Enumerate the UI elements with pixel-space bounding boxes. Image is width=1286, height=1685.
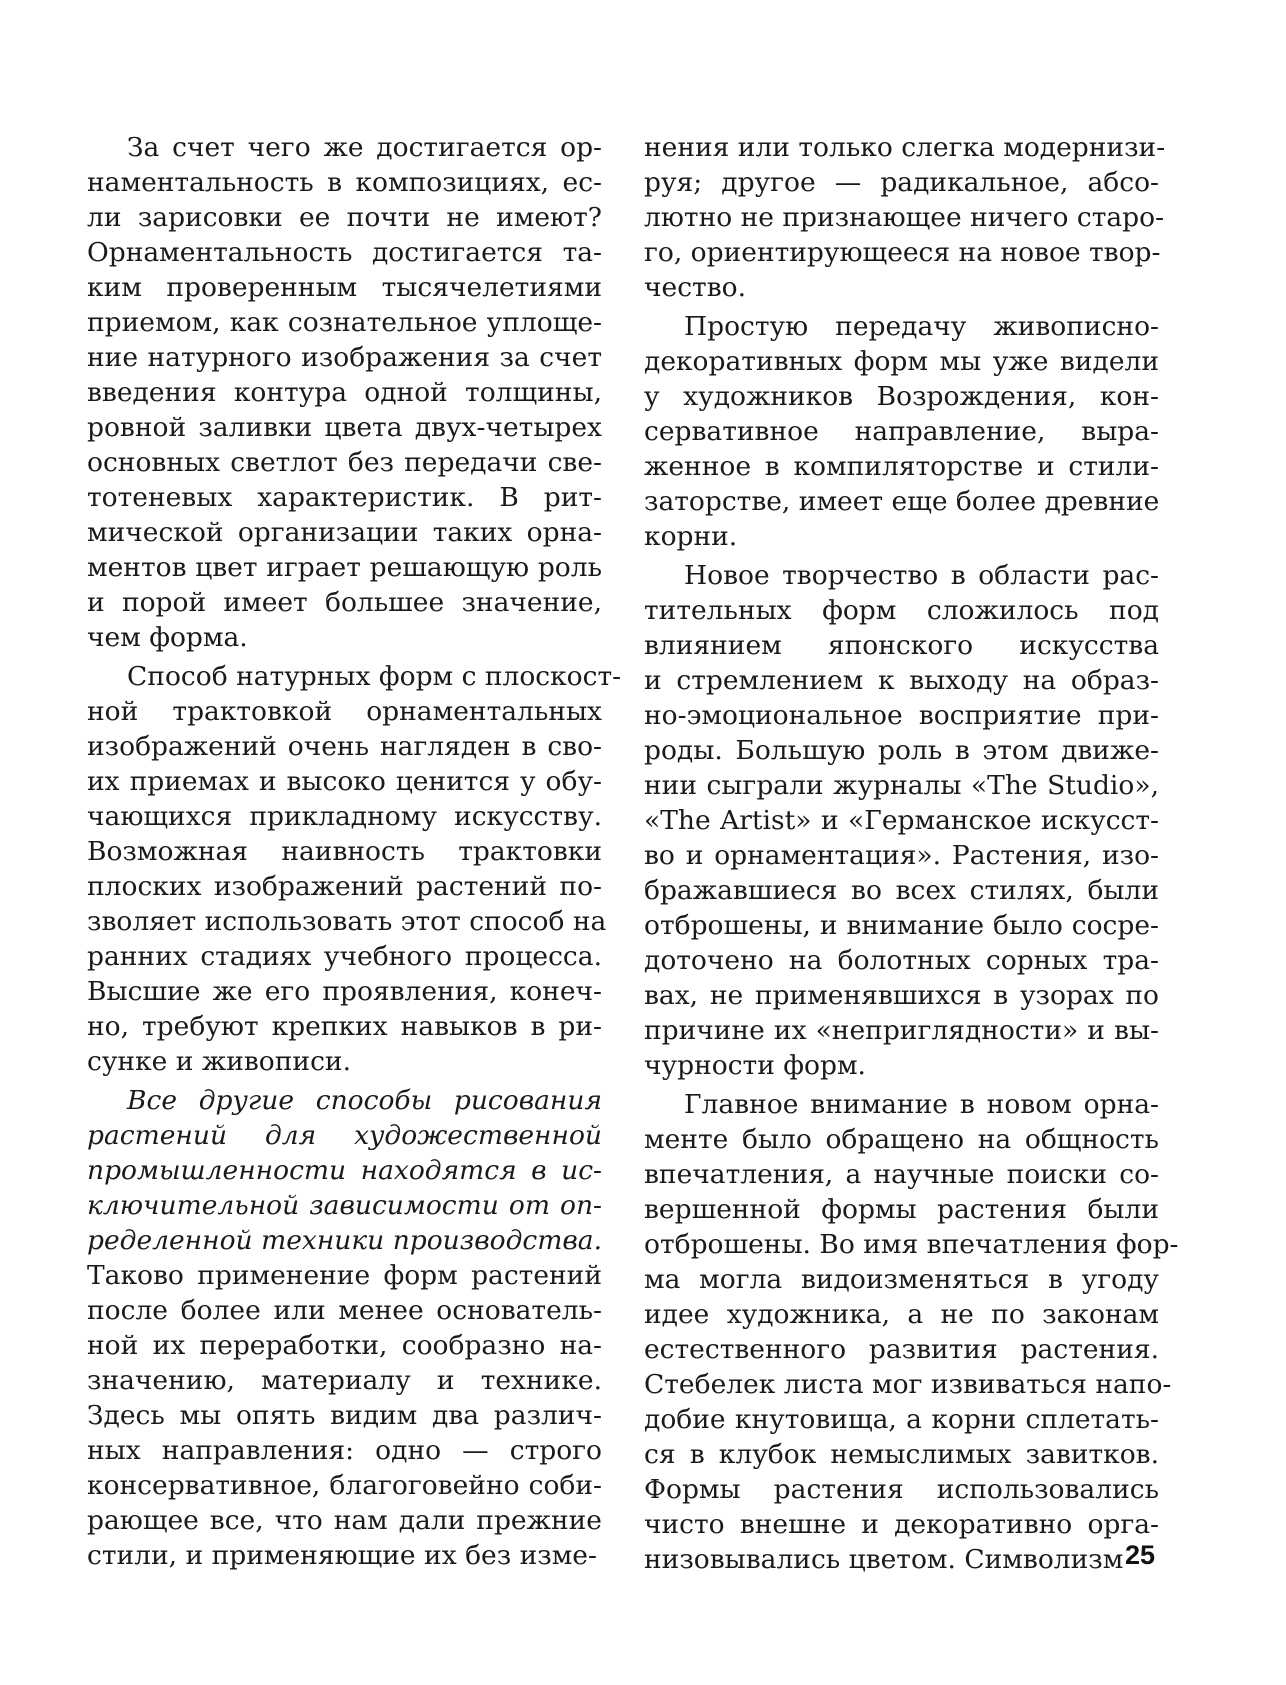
text-line: ределенной техники производства. — [87, 1225, 602, 1256]
text-line: стили, и применяющие их без изме- — [87, 1540, 597, 1571]
text-line: заторстве, имеет еще более древние — [644, 486, 1160, 517]
text-line: влиянием японского искусства — [644, 630, 1159, 661]
text-line: консервативное, благоговейно соби- — [87, 1470, 602, 1501]
text-line: доточено на болотных сорных тра- — [644, 945, 1159, 976]
text-line: ной их переработки, сообразно на- — [87, 1330, 602, 1361]
text-line: причине их «неприглядности» и вы- — [644, 1015, 1159, 1046]
text-line: но-эмоциональное восприятие при- — [644, 700, 1159, 731]
paragraph — [644, 130, 1166, 305]
text-line: и стремлением к выходу на образ- — [644, 665, 1159, 696]
paragraph — [644, 1087, 1179, 1577]
text-line: Новое творчество в области рас- — [684, 560, 1159, 591]
text-line: чем форма. — [87, 622, 248, 653]
text-line: после более или менее основатель- — [87, 1295, 602, 1326]
text-line: но, требуют крепких навыков в ри- — [87, 1011, 602, 1042]
text-line: изображений очень нагляден в сво- — [87, 731, 602, 762]
text-line: ние натурного изображения за счет — [87, 342, 602, 373]
text-line: декоративных форм мы уже видели — [644, 346, 1159, 377]
text-line: их приемах и высоко ценится у обу- — [87, 766, 602, 797]
paragraph — [87, 659, 622, 1079]
text-line: женное в компиляторстве и стили- — [644, 451, 1159, 482]
text-line: введения контура одной толщины, — [87, 377, 602, 408]
text-line: корни. — [644, 521, 738, 552]
text-line: Главное внимание в новом орна- — [684, 1089, 1159, 1120]
text-line: мической организации таких орна- — [87, 517, 602, 548]
paragraph — [87, 130, 602, 655]
text-line: нения или только слегка модернизи- — [644, 132, 1166, 163]
text-line: низовывались цветом. Символизм — [644, 1544, 1124, 1575]
text-line: ментов цвет играет решающую роль — [87, 552, 602, 583]
text-line: нии сыграли журналы «The Studio», — [644, 770, 1159, 801]
text-line: основных светлот без передачи све- — [87, 447, 602, 478]
text-line: ся в клубок немыслимых завитков. — [644, 1439, 1159, 1470]
text-line: Формы растения использовались — [644, 1474, 1159, 1505]
text-line: Все другие способы рисования — [127, 1085, 602, 1116]
text-line: руя; другое — радикальное, абсо- — [644, 167, 1159, 198]
text-line: Таково применение форм растений — [87, 1260, 602, 1291]
text-line: лютно не признающее ничего старо- — [644, 202, 1165, 233]
text-line: Простую передачу живописно- — [684, 311, 1159, 342]
page-number: 25 — [1125, 1540, 1156, 1570]
text-line: промышленности находятся в ис- — [87, 1155, 602, 1186]
text-line: чающихся прикладному искусству. — [87, 801, 602, 832]
text-line: ключительной зависимости от оп- — [87, 1190, 602, 1221]
text-line: сервативное направление, выра- — [644, 416, 1159, 447]
text-line: отброшены. Во имя впечатления фор- — [644, 1229, 1179, 1260]
text-line: впечатления, а научные поиски со- — [644, 1159, 1159, 1190]
text-line: приемом, как сознательное уплоще- — [87, 307, 602, 338]
text-line: роды. Большую роль в этом движе- — [644, 735, 1159, 766]
text-line: ли зарисовки ее почти не имеют? — [87, 202, 602, 233]
text-line: менте было обращено на общность — [644, 1124, 1159, 1155]
text-line: Возможная наивность трактовки — [87, 836, 602, 867]
text-line: во и орнаментация». Растения, изо- — [644, 840, 1159, 871]
text-line: плоских изображений растений по- — [87, 871, 602, 902]
text-line: чисто внешне и декоративно орга- — [644, 1509, 1159, 1540]
text-line: Высшие же его проявления, конеч- — [87, 976, 602, 1007]
text-line: отброшены, и внимание было сосре- — [644, 910, 1159, 941]
text-line: значению, материалу и технике. — [87, 1365, 602, 1396]
text-line: ровной заливки цвета двух-четырех — [87, 412, 602, 443]
text-line: «The Artist» и «Германское искусст- — [644, 805, 1159, 836]
text-line: ной трактовкой орнаментальных — [87, 696, 602, 727]
text-line: Способ натурных форм с плоскост- — [127, 661, 622, 692]
text-line: Орнаментальность достигается та- — [87, 237, 602, 268]
text-line: тотеневых характеристик. В рит- — [87, 482, 602, 513]
text-line: тительных форм сложилось под — [644, 595, 1159, 626]
text-line: добие кнутовища, а корни сплетать- — [644, 1404, 1159, 1435]
text-line: Стебелек листа мог извиваться напо- — [644, 1369, 1172, 1400]
text-line: ранних стадиях учебного процесса. — [87, 941, 602, 972]
text-line: За счет чего же достигается ор- — [127, 132, 602, 163]
text-line: растений для художественной — [87, 1120, 602, 1151]
text-line: чество. — [644, 272, 747, 303]
text-line: и порой имеет большее значение, — [87, 587, 602, 618]
text-line: ных направления: одно — строго — [87, 1435, 602, 1466]
text-line: наментальность в композициях, ес- — [87, 167, 602, 198]
text-line: ким проверенным тысячелетиями — [87, 272, 602, 303]
paragraph — [644, 309, 1159, 554]
text-line: го, ориентирующееся на новое твор- — [644, 237, 1161, 268]
text-line: бражавшиеся во всех стилях, были — [644, 875, 1159, 906]
text-line: вах, не применявшихся в узорах по — [644, 980, 1159, 1011]
left-column — [87, 130, 622, 1573]
right-column — [644, 130, 1179, 1577]
text-line: естественного развития растения. — [644, 1334, 1159, 1365]
text-line: зволяет использовать этот способ на — [87, 906, 607, 937]
text-line: ма могла видоизменяться в угоду — [644, 1264, 1159, 1295]
paragraph — [87, 1083, 602, 1573]
text-line: сунке и живописи. — [87, 1046, 352, 1077]
text-line: рающее все, что нам дали прежние — [87, 1505, 602, 1536]
text-line: вершенной формы растения были — [644, 1194, 1159, 1225]
text-line: у художников Возрождения, кон- — [644, 381, 1159, 412]
paragraph — [644, 558, 1159, 1083]
text-line: чурности форм. — [644, 1050, 866, 1081]
text-line: Здесь мы опять видим два различ- — [87, 1400, 602, 1431]
text-line: идее художника, а не по законам — [644, 1299, 1159, 1330]
